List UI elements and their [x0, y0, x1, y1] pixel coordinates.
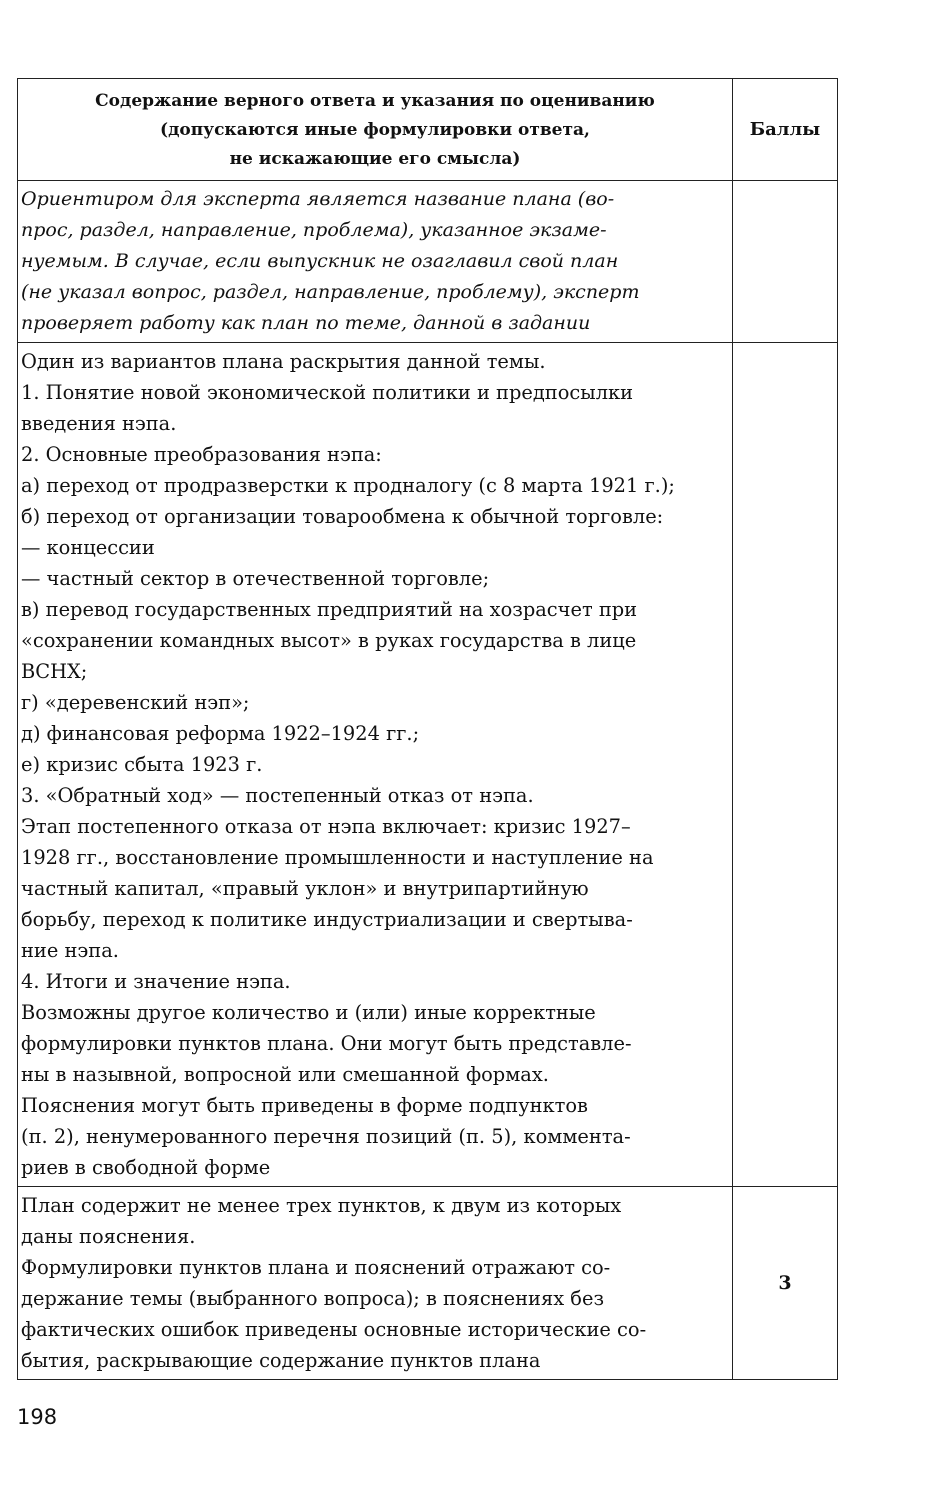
note-line: нуемым. В случае, если выпускник не озаглавил свой план — [21, 250, 619, 272]
header-line: Содержание верного ответа и указания по оцениванию — [95, 91, 655, 111]
plan-line: 1. Понятие новой экономической политики и предпосылки — [21, 381, 634, 404]
note-line: Ориентиром для эксперта является название плана (во- — [21, 188, 615, 210]
plan-line: (п. 2), ненумерованного перечня позиций (п. 5), коммента- — [21, 1125, 631, 1148]
plan-line: ние нэпа. — [21, 939, 119, 962]
criterion-line: Формулировки пунктов плана и пояснений отражают со- — [21, 1256, 611, 1279]
plan-line: ны в назывной, вопросной или смешанной формах. — [21, 1063, 549, 1086]
note-row — [18, 181, 838, 343]
plan-line: формулировки пунктов плана. Они могут быть представле- — [21, 1032, 632, 1055]
header-content-cell — [18, 79, 733, 181]
plan-line: 1928 гг., восстановление промышленности и наступление на — [21, 846, 654, 869]
plan-line: «сохранении командных высот» в руках государства в лице — [21, 629, 637, 652]
plan-line: б) переход от организации товарообмена к обычной торговле: — [21, 505, 664, 528]
note-line: проверяет работу как план по теме, данной в задании — [21, 312, 591, 334]
plan-line: Этап постепенного отказа от нэпа включает: кризис 1927– — [21, 815, 631, 838]
header-row — [18, 79, 838, 181]
plan-line: 4. Итоги и значение нэпа. — [21, 970, 291, 993]
plan-row — [18, 343, 838, 1187]
note-line: прос, раздел, направление, проблема), указанное экзаме- — [21, 219, 607, 241]
plan-line: частный капитал, «правый уклон» и внутрипартийную — [21, 877, 589, 900]
criterion-line: даны пояснения. — [21, 1225, 196, 1248]
plan-line: 3. «Обратный ход» — постепенный отказ от нэпа. — [21, 784, 534, 807]
plan-line: Возможны другое количество и (или) иные корректные — [21, 1001, 596, 1024]
score-column-header: Баллы — [733, 79, 838, 181]
criterion-line: бытия, раскрывающие содержание пунктов плана — [21, 1349, 541, 1372]
plan-score-cell — [733, 343, 838, 1187]
criterion-score: 3 — [733, 1187, 838, 1380]
note-score-cell — [733, 181, 838, 343]
plan-line: Пояснения могут быть приведены в форме подпунктов — [21, 1094, 588, 1117]
plan-line: Один из вариантов плана раскрытия данной темы. — [21, 350, 546, 373]
criterion-row — [18, 1187, 838, 1380]
page-number: 198 — [17, 1405, 58, 1429]
header-line: (допускаются иные формулировки ответа, — [160, 120, 590, 140]
plan-line: — концессии — [21, 536, 155, 559]
header-line: не искажающие его смысла) — [229, 149, 521, 169]
plan-line: ВСНХ; — [21, 660, 88, 683]
plan-line: — частный сектор в отечественной торговле; — [21, 567, 490, 590]
criterion-line: держание темы (выбранного вопроса); в пояснениях без — [21, 1287, 605, 1310]
criterion-cell — [18, 1187, 733, 1380]
criterion-line: фактических ошибок приведены основные исторические со- — [21, 1318, 647, 1341]
plan-variant-cell — [18, 343, 733, 1187]
plan-line: г) «деревенский нэп»; — [21, 691, 250, 714]
expert-note-cell — [18, 181, 733, 343]
criterion-line: План содержит не менее трех пунктов, к двум из которых — [21, 1194, 622, 1217]
plan-line: 2. Основные преобразования нэпа: — [21, 443, 382, 466]
plan-line: д) финансовая реформа 1922–1924 гг.; — [21, 722, 420, 745]
plan-line: в) перевод государственных предприятий на хозрасчет при — [21, 598, 638, 621]
plan-line: риев в свободной форме — [21, 1156, 271, 1179]
plan-line: а) переход от продразверстки к продналогу (с 8 марта 1921 г.); — [21, 474, 675, 497]
plan-line: введения нэпа. — [21, 412, 177, 435]
grading-table — [17, 78, 838, 1380]
note-line: (не указал вопрос, раздел, направление, проблему), эксперт — [21, 281, 640, 303]
plan-line: е) кризис сбыта 1923 г. — [21, 753, 263, 776]
plan-line: борьбу, переход к политике индустриализации и свертыва- — [21, 908, 633, 931]
